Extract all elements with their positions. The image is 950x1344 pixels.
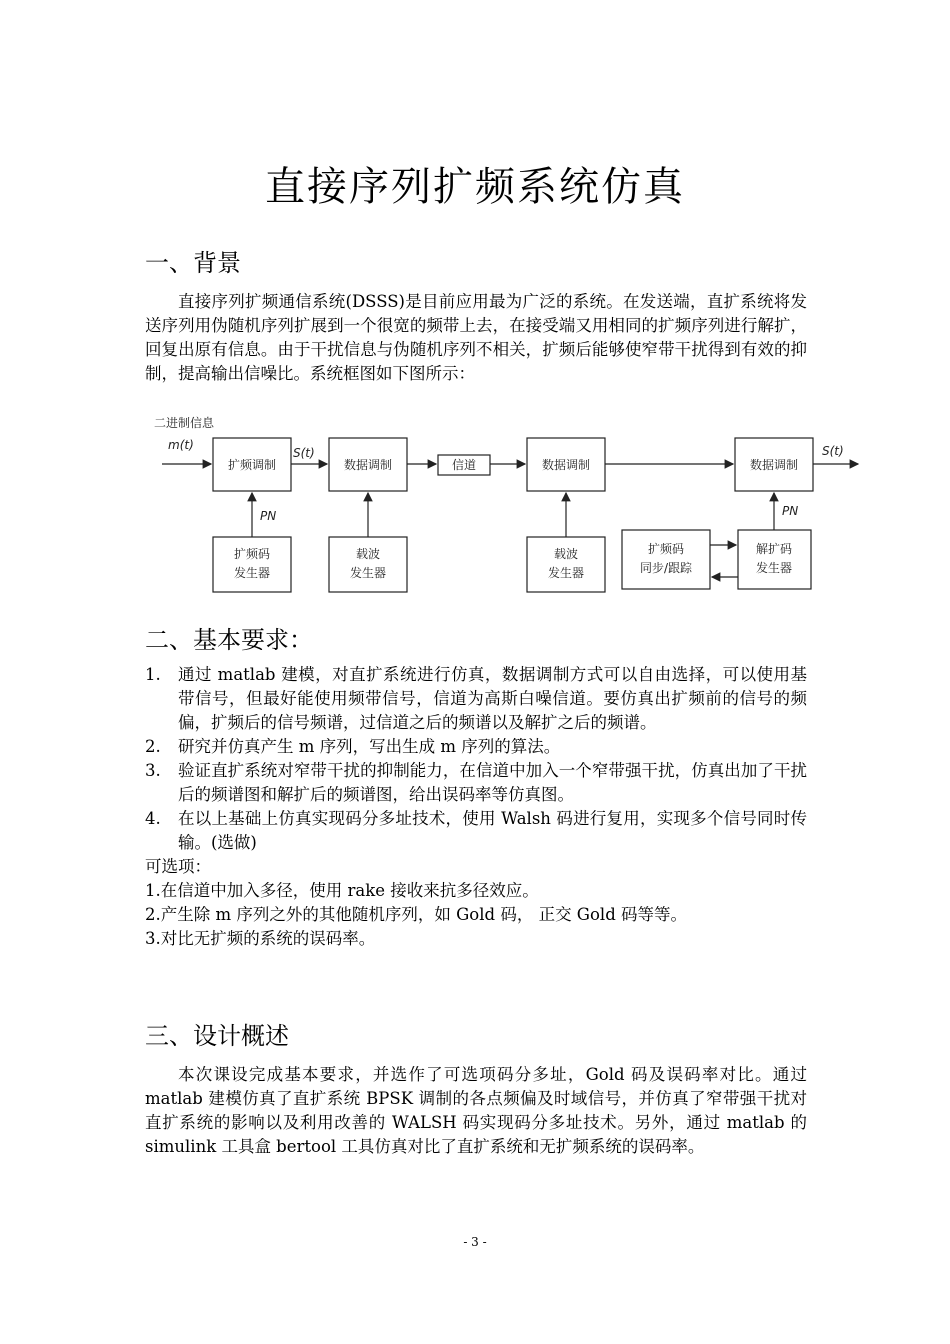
list-item <box>145 663 807 735</box>
optional-item: 1.在信道中加入多径，使用 rake 接收来抗多径效应。 <box>145 881 539 900</box>
output-signal-label: S(t) <box>822 444 844 458</box>
block-data-mod-2: 数据调制 <box>541 458 591 472</box>
optional-item: 2.产生除 m 序列之外的其他随机序列，如 Gold 码， 正交 Gold 码等等。 <box>145 905 688 924</box>
pn-i-label: PN <box>260 509 277 523</box>
input-label: 二进制信息 <box>154 416 215 430</box>
pn-o-label: PN <box>782 504 799 518</box>
block-data-mod-1: 数据调制 <box>343 458 393 472</box>
list-item <box>145 759 807 807</box>
block-sync-line1: 扩频码 <box>647 542 685 556</box>
block-sync-line2: 同步/跟踪 <box>639 561 693 575</box>
list-item-number: 1. <box>145 665 161 684</box>
list-item-number: 4. <box>145 809 161 828</box>
section1-heading: 一、背景 <box>145 249 241 277</box>
list-item <box>145 807 807 855</box>
block-channel: 信道 <box>451 458 477 472</box>
block-carrier-2-line1: 载波 <box>553 547 579 561</box>
block-data-mod-3: 数据调制 <box>749 458 799 472</box>
list-item-text: 研究并仿真产生 m 序列，写出生成 m 序列的算法。 <box>178 737 561 756</box>
block-spread-gen-line1: 扩频码 <box>233 547 271 561</box>
block-carrier-1-line1: 载波 <box>355 547 381 561</box>
spread-signal-label: S(t) <box>293 446 315 460</box>
page-title: 直接序列扩频系统仿真 <box>265 164 685 210</box>
block-carrier-1-line2: 发生器 <box>349 566 387 580</box>
section2-heading: 二、基本要求： <box>145 626 313 654</box>
section3-heading: 三、设计概述 <box>145 1022 289 1050</box>
input-signal-label: m(t) <box>168 438 194 452</box>
list-item-text: 验证直扩系统对窄带干扰的抑制能力，在信道中加入一个窄带强干扰，仿真出加了干扰后的频谱图和解扩后的频谱图，给出误码率等仿真图。 <box>178 761 807 804</box>
requirements-list <box>145 663 807 951</box>
section3-paragraph: 本次课设完成基本要求，并选作了可选项码分多址，Gold 码及误码率对比。通过 matlab 建模仿真了直扩系统 BPSK 调制的各点频偏及时域信号，并仿真了窄带强干扰对直扩系统的影响以及利用改善的 WALSH 码实现码分多址技术。另外，通过 matlab 的 simulink 工具盒 bertool 工具仿真对比了直扩系统和无扩频系统的误码率。 <box>145 1065 807 1156</box>
list-item-text: 通过 matlab 建模，对直扩系统进行仿真，数据调制方式可以自由选择，可以使用基带信号，但最好能使用频带信号，信道为高斯白噪信道。要仿真出扩频前的信号的频偏，扩频后的信号频谱，过信道之后的频谱以及解扩之后的频谱。 <box>178 665 807 732</box>
system-block-diagram <box>140 405 870 605</box>
block-despread-gen-line1: 解扩码 <box>755 542 793 556</box>
list-item <box>145 735 807 759</box>
page-number: - 3 - <box>463 1235 487 1249</box>
block-spread-gen-line2: 发生器 <box>233 566 271 580</box>
list-item-text: 在以上基础上仿真实现码分多址技术，使用 Walsh 码进行复用，实现多个信号同时传输。(选做) <box>178 809 807 852</box>
optional-heading: 可选项： <box>145 857 211 876</box>
block-spread-mod: 扩频调制 <box>227 458 277 472</box>
optional-item: 3.对比无扩频的系统的误码率。 <box>145 929 376 948</box>
list-item-number: 2. <box>145 737 161 756</box>
list-item-number: 3. <box>145 761 161 780</box>
block-despread-gen-line2: 发生器 <box>755 561 793 575</box>
section1-paragraph: 直接序列扩频通信系统(DSSS)是目前应用最为广泛的系统。在发送端，直扩系统将发送序列用伪随机序列扩展到一个很宽的频带上去，在接受端又用相同的扩频序列进行解扩，回复出原有信息。由于干扰信息与伪随机序列不相关，扩频后能够使窄带干扰得到有效的抑制，提高输出信噪比。系统框图如下图所示： <box>145 292 807 383</box>
block-carrier-2-line2: 发生器 <box>547 566 585 580</box>
